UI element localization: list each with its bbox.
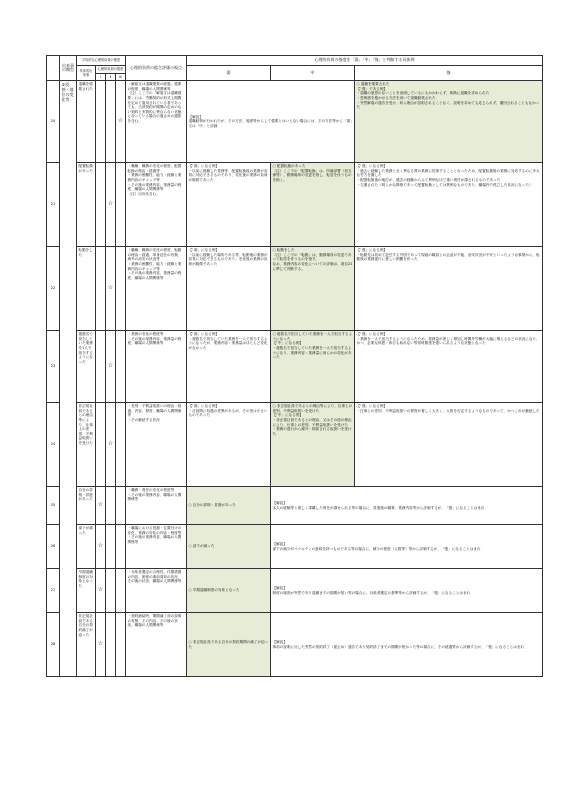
table-row [47,247,543,331]
row-number: 21 [47,163,60,247]
header-weak: 弱 [187,66,271,81]
header-event: 具体的出来事 [77,66,96,81]
level-1-star: ☆ [96,525,106,569]
header-type: 出来事の類型 [60,56,77,81]
weak-text: ○ 自分の昇格・昇進があった [187,487,271,525]
event-name: 非正規社員である自分の契約満了が迫った [77,613,96,677]
level-3-cell [116,163,126,247]
strong-text: 【「強」になる例】 ・業務を一人で担当するようになったため、業務量が著しく増加し時間外労働が大幅に増えるなどの状況になり、かつ、必要な休憩・休日も取れない等常時緊張を強いられるような状態となった [355,331,543,403]
event-name: 早期退職制度の対象となった [77,569,96,613]
medium-strong-text: 【解説】 事前の説明に反した突然の契約終了（雇止め）通告であり契約終了までの期間が短かった等の場合に、その経過等から評価するが、「強」になることはまれ [271,613,543,677]
level-1-star: ☆ [96,569,106,613]
weak-text: 【「弱」になる例】 ・複数名で担当していた業務を一人で担当するようになったが、業務内容・業務量はほとんど変化がなかった [187,331,271,403]
viewpoint-text: ・職種、職務の変化の程度、配置転換の理由・経過等 ・業務の困難性、能力・経験と業務内容のギャップ等 ・その後の業務内容、業務量の程度、職場の人間関係等 （注）出向を含む。 [126,163,187,247]
weak-text: ○ 部下が減った [187,525,271,569]
level-2-star: ☆ [106,331,116,403]
header-strength: 心理的負荷の強度 [96,66,126,74]
weak-text: ○ 早期退職制度の対象となった [187,569,271,613]
medium-text: ○ 非正規社員であるとの理由等により、仕事上の差別、不利益取扱いを受けた 【「中」になる例】 ・非正規社員であるとの理由、又はその他の理由により、仕事上の差別、不利益取扱いを受けた ・業務の遂行から疎外・排除される取扱いを受けた [271,403,355,487]
viewpoint-text: ・業務の変化の程度等 ・その後の業務内容、業務量の程度、職場の人間関係等 [126,331,187,403]
event-name: 部下が減った [77,525,96,569]
header-medium: 中 [271,66,355,81]
weak-medium-text: 【解説】 退職勧奨が行われたが、その方法、頻度等からして強要とはいえない場合には、その方法等から「弱」又は「中」と評価 [187,81,355,163]
viewpoint-text: ・職場における役割・位置付けの変化、業務の変化の内容・程度等 ・その後の業務内容、職場の人間関係等 [126,525,187,569]
level-3-cell [116,525,126,569]
strong-text: 【「強」になる例】 ・転勤先は初めて赴任する外国であって現地の職員との会話が不能、治安状況が不安といったような事情から、転勤後の業務遂行に著しい困難を伴った [355,247,543,331]
level-1-cell [96,163,106,247]
level-2-cell [106,613,116,677]
level-3-cell [116,331,126,403]
table-row [47,525,543,569]
level-2-cell [106,81,116,163]
level-2-cell [106,525,116,569]
header-level-2: Ⅱ [106,74,116,81]
viewpoint-text: ・契約締結時、期間満了前の説明の有無、その内容、その後の状況、職場の人間関係等 [126,613,187,677]
level-1-cell [96,403,106,487]
event-name: 退職を強要された [77,81,96,163]
row-number: 24 [47,403,60,487]
table-row [47,81,543,163]
event-name: 配置転換があった [77,163,96,247]
row-number: 20 [47,81,60,163]
level-2-cell [106,487,116,525]
level-1-star: ☆ [96,487,106,525]
header-strong: 強 [355,66,543,81]
level-3-cell [116,613,126,677]
table-row [47,403,543,487]
row-number: 27 [47,569,60,613]
row-number: 23 [47,331,60,403]
medium-strong-text: 【解説】 制度の創設が突然であり退職までの期間が短い等の場合に、対象者選定の基準等から評価するが、「強」になることはまれ [271,569,543,613]
level-2-star: ☆ [106,163,116,247]
medium-text: ○ 複数名で担当していた業務を一人で担当するようになった 【「中」になる例】 ・複数名で担当していた業務を一人で担当するようになり、業務内容・業務量に何らかの変化があった [271,331,355,403]
table-row [47,163,543,247]
weak-text: 【「弱」になる例】 ・以前に経験した場所である等、転勤後の業務が容易に対応できるものであり、変化後の業務の負荷が軽微であった [187,247,271,331]
strong-text: 【「強」になる例】 ・仕事上の差別、不利益取扱いの程度が著しく大きく、人格を否定するようなものであって、かつこれが継続した [355,403,543,487]
table-row [47,613,543,677]
level-1-cell [96,331,106,403]
category-type: ②役割・地位の変化等 [60,81,77,677]
level-2-cell [106,569,116,613]
header-level-3: Ⅲ [116,74,126,81]
header-examples: 心理的負荷の強度を「弱」「中」「強」と判断する具体例 [187,56,543,66]
strong-text: ○ 退職を強要された 【「強」である例】 ・退職の意思のないことを表明しているにもかかわらず、執拗に退職を求められた ・恐怖感を抱かせる方法を用いて退職勧奨された ・突然解雇の通告を受け、何ら理由が説明されることなく、説明を求めても応じられず、撤回されることもなかった [355,81,543,163]
weak-text: 【「弱」になる例】 ・社員間に処遇の差異があるが、その差は小さいものであった [187,403,271,487]
level-3-cell [116,247,126,331]
weak-text: ○ 非正規社員である自分の契約期間の満了が迫った [187,613,271,677]
event-name: 非正規社員であるとの理由等により、仕事上の差別、不利益取扱いを受けた [77,403,96,487]
level-2-star: ☆ [106,403,116,487]
table-row [47,569,543,613]
medium-text: ○ 転勤をした （注）ここでの「転勤」は、勤務場所の変更であって転居を伴うものを指す。 なお、業務内容の変化についての評価は、項目21に準じて判断する。 [271,247,355,331]
row-number: 25 [47,487,60,525]
event-name: 自分の昇格・昇進があった [77,487,96,525]
header-level-1: Ⅰ [96,74,106,81]
viewpoint-text: ・対象者選定の合理性、代償措置の内容、制度の事前周知の状況、その後の状況、職場の人間関係等 [126,569,187,613]
viewpoint-text: ・解雇又は退職強要の経過、強要の程度、職場の人間関係等 （注）ここでの「解雇又は退職強要」には、労働契約の形式上期間を定めて雇用されている者であっても、当該契約が期間の定めのない契約と実質的に異ならない状態となっている場合の雇止めの通知を含む。 [126,81,187,163]
level-2-star: ☆ [106,247,116,331]
table-row [47,487,543,525]
level-1-star: ☆ [96,613,106,677]
weak-text: 【「弱」になる例】 ・以前に経験した業務等、配置転換後の業務が容易に対応できるものであり、変化後の業務の負荷が軽微であった [187,163,271,247]
viewpoint-text: ・職務・責任の変化の程度等 ・その後の業務内容、職場の人間関係等 [126,487,187,525]
level-3-star: ☆ [116,81,126,163]
header-avg-strength: 平均的な心理的負荷の強度 [77,56,126,66]
row-number: 28 [47,613,60,677]
row-number: 22 [47,247,60,331]
medium-strong-text: 【解説】 部下の減少がペナルティの意味を持つものである等の場合に、減少の程度（人数等）等から評価するが、「強」になることはまれ [271,525,543,569]
level-3-cell [116,487,126,525]
row-number: 26 [47,525,60,569]
level-3-cell [116,403,126,487]
event-name: 複数名で担当していた業務を1人で担当するようになった [77,331,96,403]
strong-text: 【「強」になる例】 ・過去に経験した業務と全く異なる質の業務に従事することとなったため、配置転換後の業務に対応するのに多大な労力を費した ・配置転換後の地位が、過去の経験からみて異例なほど重い責任が課されるものであった ・左遷された（明らかな降格であって配置転換としては異例なものであり、職場内で孤立した状況になった） [355,163,543,247]
header-viewpoint: 心理的負荷の総合評価の視点 [126,56,187,81]
viewpoint-text: ・差別・不利益取扱いの理由・経過、内容、程度、職場の人間関係等 ・その継続する状況 [126,403,187,487]
stress-evaluation-table [46,55,543,677]
viewpoint-text: ・職種、職務の変化の程度、転勤の理由・経過、単身赴任の有無、海外の治安の状況等 ・業務の困難性、能力・経験と業務内容のギャップ等 ・その後の業務内容、業務量の程度、職場の人間関係等 [126,247,187,331]
header-number [47,56,60,81]
medium-text: ○ 配置転換があった （注）ここでの「配置転換」は、所属部署（担当係等）、勤務場所の変更を指し、転居を伴うものを除く。 [271,163,355,247]
event-name: 転勤をした [77,247,96,331]
medium-strong-text: 【解説】 本人の経験等と著しく乖離した責任が課せられる等の場合に、昇進後の職責、業務内容等から評価するが、「強」になることはまれ [271,487,543,525]
level-3-cell [116,569,126,613]
level-1-cell [96,81,106,163]
level-1-cell [96,247,106,331]
table-row [47,331,543,403]
